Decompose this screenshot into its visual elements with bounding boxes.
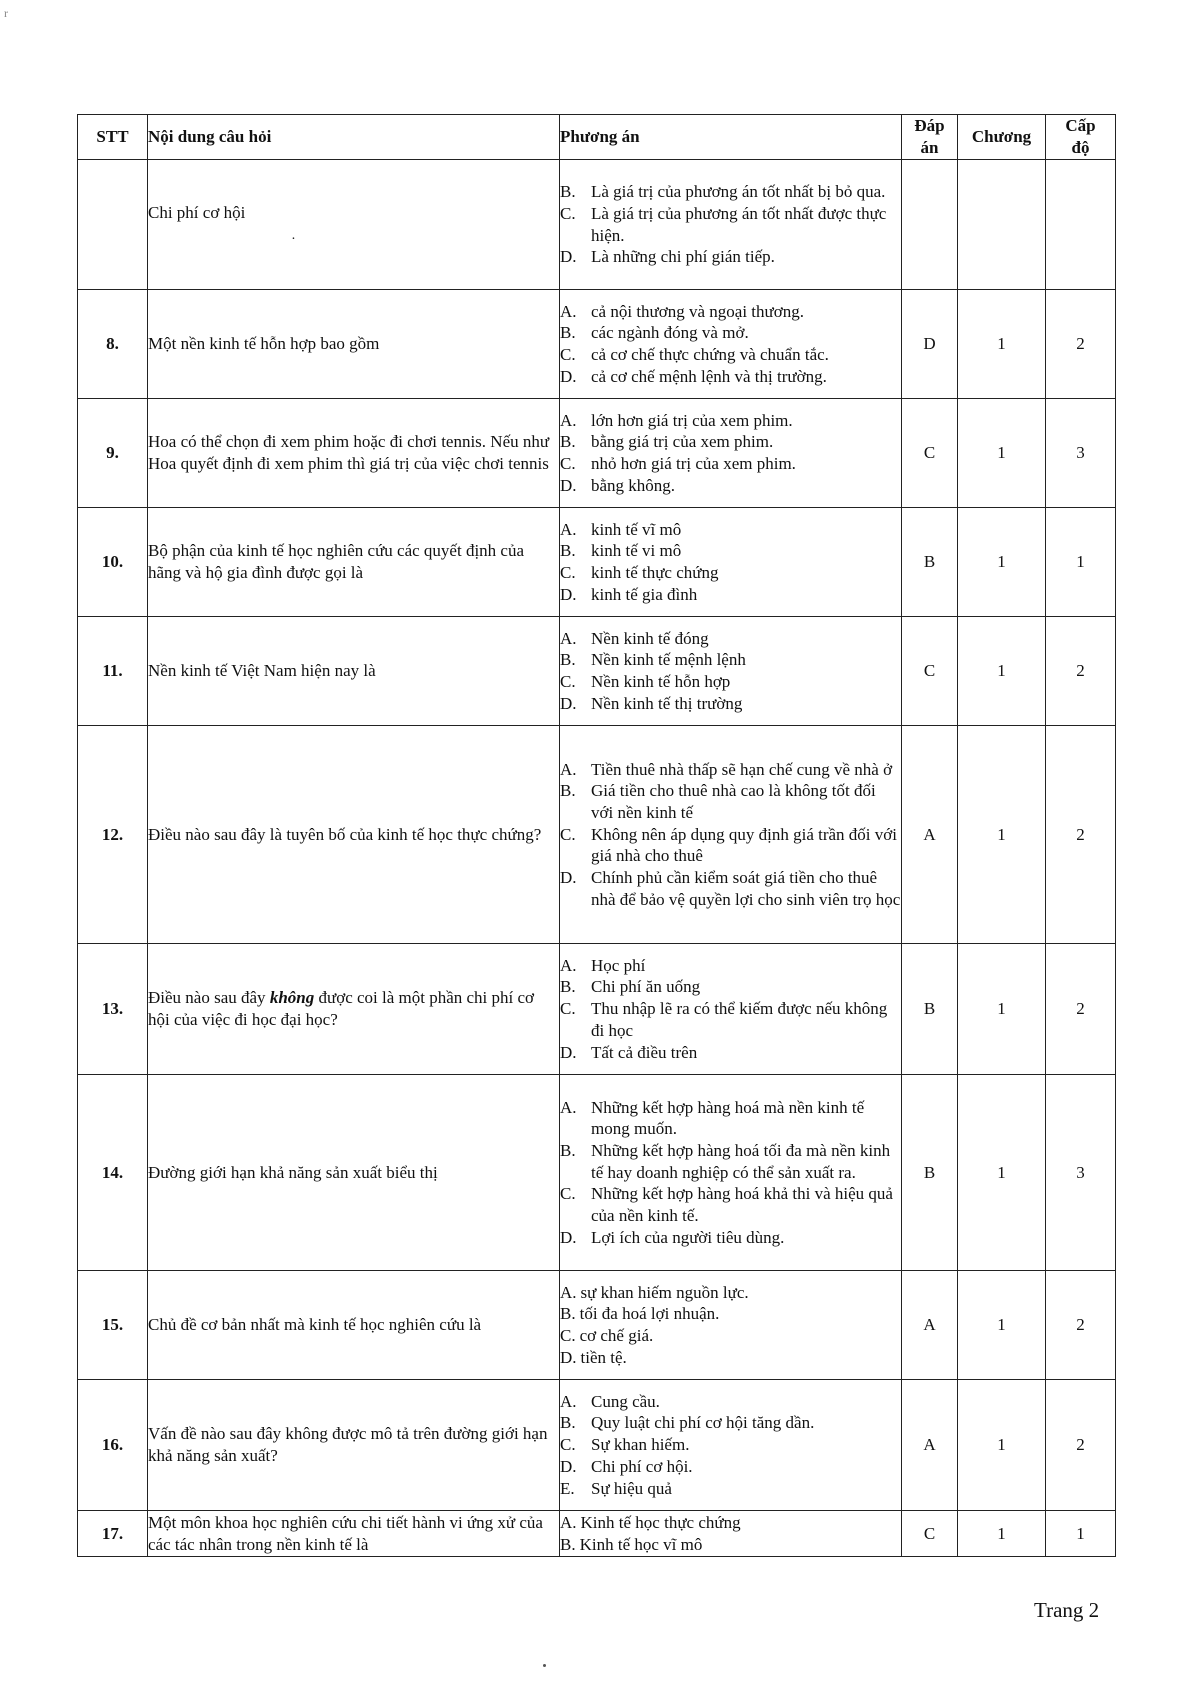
option (560, 1456, 901, 1478)
option (560, 1478, 901, 1500)
option-text: Chi phí cơ hội. (591, 1456, 693, 1476)
option-text: bằng giá trị của xem phim. (591, 432, 774, 452)
option-label: C. (560, 999, 576, 1019)
chapter-cell: 1 (958, 944, 1046, 1075)
question-text: Nền kinh tế Việt Nam hiện nay là (148, 617, 560, 726)
option-text: Nền kinh tế hỗn hợp (591, 672, 731, 691)
option (560, 955, 901, 977)
option (560, 344, 901, 366)
option (560, 453, 901, 475)
question-text: Một nền kinh tế hỗn hợp bao gồm (148, 290, 560, 399)
option (560, 410, 901, 432)
option-text: Là giá trị của phương án tốt nhất bị bỏ qua. (591, 182, 886, 202)
chapter-cell: 1 (958, 1380, 1046, 1511)
options-cell (560, 508, 902, 617)
option-label: A. (560, 759, 577, 779)
option-label: B. (560, 182, 576, 202)
answer-cell: C (902, 617, 958, 726)
answer-cell: B (902, 1075, 958, 1271)
option-label: C. (560, 672, 576, 691)
answer-cell: B (902, 944, 958, 1075)
option (560, 671, 901, 693)
option-text: Là giá trị của phương án tốt nhất được thực hiện. (591, 203, 887, 245)
answer-cell: D (902, 290, 958, 399)
header-level-line1: Cấp (1065, 116, 1096, 136)
header-answer-line2: án (920, 138, 939, 157)
answer-cell: A (902, 1271, 958, 1380)
option-label: C. (560, 563, 576, 582)
question-number: 16. (78, 1380, 148, 1511)
question-number: 8. (78, 290, 148, 399)
option (560, 1140, 901, 1183)
option-label: C. (560, 203, 576, 223)
option-label: C. (560, 1326, 576, 1345)
option (560, 584, 901, 606)
option (560, 693, 901, 715)
question-emphasis: không (269, 988, 315, 1008)
chapter-cell (958, 160, 1046, 290)
level-cell: 2 (1046, 290, 1116, 399)
option (560, 540, 901, 562)
question-text: Điều nào sau đây là tuyên bố của kinh tế học thực chứng? (148, 726, 560, 944)
options-cell (560, 617, 902, 726)
option-text: sự khan hiếm nguồn lực. (580, 1282, 749, 1302)
option (560, 1347, 901, 1369)
option (560, 1391, 901, 1413)
option-label: B. (560, 1413, 576, 1433)
scan-speck (543, 1664, 546, 1667)
chapter-cell: 1 (958, 726, 1046, 944)
option-text: lớn hơn giá trị của xem phim. (591, 410, 793, 430)
option-text: Sự khan hiếm. (591, 1435, 690, 1455)
option-text: Học phí (591, 955, 646, 975)
option-text: Thu nhập lẽ ra có thể kiếm được nếu không đi học (591, 999, 888, 1040)
option-text: các ngành đóng và mở. (591, 323, 749, 343)
option (560, 824, 901, 867)
option (560, 562, 901, 584)
options-cell (560, 1075, 902, 1271)
option-label: B. (560, 781, 576, 801)
option-text: Nền kinh tế thị trường (591, 693, 743, 713)
option (560, 1512, 901, 1534)
margin-mark: r (4, 6, 8, 20)
chapter-cell: 1 (958, 1075, 1046, 1271)
option (560, 1325, 901, 1347)
option (560, 1303, 901, 1325)
option-label: C. (560, 1184, 576, 1204)
level-cell: 1 (1046, 1511, 1116, 1557)
option-label: D. (560, 1456, 577, 1476)
option-text: kinh tế vĩ mô (591, 519, 682, 539)
option-label: B. (560, 1534, 576, 1554)
option-text: Những kết hợp hàng hoá tối đa mà nền kinh tế hay doanh nghiệp có thể sản xuất ra. (591, 1140, 891, 1182)
option-label: D. (560, 475, 577, 495)
level-cell: 2 (1046, 617, 1116, 726)
option-text: Giá tiền cho thuê nhà cao là không tốt đối với nền kinh tế (591, 781, 876, 822)
option-text: Những kết hợp hàng hoá mà nền kinh tế mong muốn. (591, 1097, 865, 1139)
option-label: D. (560, 1347, 577, 1367)
table-row (78, 1380, 1116, 1511)
option-text: Là những chi phí gián tiếp. (591, 247, 775, 267)
option (560, 1227, 901, 1249)
question-text-before: Điều nào sau đây (148, 988, 270, 1008)
option-label: D. (560, 1227, 577, 1247)
option-text: cả cơ chế thực chứng và chuẩn tắc. (591, 345, 829, 364)
option-text: cơ chế giá. (579, 1326, 654, 1345)
table-row (78, 1075, 1116, 1271)
option-label: A. (560, 1391, 577, 1411)
option-label: C. (560, 345, 576, 364)
option-label: D. (560, 247, 577, 267)
question-text (148, 944, 560, 1075)
option-text: Tất cả điều trên (591, 1042, 698, 1062)
option (560, 867, 901, 910)
option-text: Kinh tế học thực chứng (580, 1512, 741, 1532)
question-number: 11. (78, 617, 148, 726)
question-text-content: Chi phí cơ hội (148, 202, 246, 222)
option-label: E. (560, 1478, 575, 1498)
options-cell (560, 160, 902, 290)
option (560, 976, 901, 998)
option-text: Cung cầu. (591, 1391, 660, 1411)
option-label: D. (560, 868, 577, 888)
option-text: Quy luật chi phí cơ hội tăng dần. (591, 1413, 815, 1433)
option-text: Lợi ích của người tiêu dùng. (591, 1227, 785, 1247)
question-text-after: được coi là một phần chi phí cơ hội của việc đi học đại học? (148, 988, 535, 1029)
table-row (78, 508, 1116, 617)
answer-cell: B (902, 508, 958, 617)
option (560, 246, 901, 268)
table-row (78, 1271, 1116, 1380)
table-row (78, 290, 1116, 399)
question-text: Chủ đề cơ bản nhất mà kinh tế học nghiên cứu là (148, 1271, 560, 1380)
table-row (78, 1511, 1116, 1557)
header-answer (902, 115, 958, 160)
option (560, 431, 901, 453)
option-text: Những kết hợp hàng hoá khả thi và hiệu quả của nền kinh tế. (591, 1184, 893, 1226)
question-number: 14. (78, 1075, 148, 1271)
option-text: Sự hiệu quả (591, 1478, 672, 1498)
level-cell: 2 (1046, 1380, 1116, 1511)
option-label: C. (560, 824, 576, 844)
chapter-cell: 1 (958, 290, 1046, 399)
option (560, 1097, 901, 1140)
question-number: 12. (78, 726, 148, 944)
level-cell: 2 (1046, 944, 1116, 1075)
option-label: D. (560, 693, 577, 713)
chapter-cell: 1 (958, 1511, 1046, 1557)
header-options: Phương án (560, 115, 902, 160)
option (560, 1282, 901, 1304)
option (560, 1534, 901, 1556)
question-text: Vấn đề nào sau đây không được mô tả trên đường giới hạn khả năng sản xuất? (148, 1380, 560, 1511)
header-question: Nội dung câu hỏi (148, 115, 560, 160)
option (560, 628, 901, 650)
question-number (78, 160, 148, 290)
option (560, 1434, 901, 1456)
option-text: Nền kinh tế đóng (591, 628, 709, 648)
option-label: B. (560, 432, 576, 452)
options-cell (560, 726, 902, 944)
option (560, 998, 901, 1041)
question-number: 15. (78, 1271, 148, 1380)
level-cell: 2 (1046, 726, 1116, 944)
option-label: A. (560, 519, 577, 539)
options-cell (560, 1511, 902, 1557)
question-text: Một môn khoa học nghiên cứu chi tiết hành vi ứng xử của các tác nhân trong nền kinh tế là (148, 1511, 560, 1557)
option (560, 181, 901, 203)
question-text: Đường giới hạn khả năng sản xuất biểu thị (148, 1075, 560, 1271)
option (560, 366, 901, 388)
chapter-cell: 1 (958, 617, 1046, 726)
question-number: 13. (78, 944, 148, 1075)
option-label: B. (560, 1304, 576, 1324)
option-text: Không nên áp dụng quy định giá trần đối với giá nhà cho thuê (591, 824, 897, 866)
option-text: nhỏ hơn giá trị của xem phim. (591, 454, 796, 473)
table-row (78, 726, 1116, 944)
option (560, 780, 901, 823)
answer-cell: C (902, 399, 958, 508)
option-label: B. (560, 1140, 576, 1160)
chapter-cell: 1 (958, 1271, 1046, 1380)
option-label: A. (560, 1097, 577, 1117)
level-cell: 3 (1046, 1075, 1116, 1271)
option-text: kinh tế vi mô (591, 541, 682, 561)
option-label: B. (560, 541, 576, 561)
option-text: bằng không. (591, 475, 676, 495)
option-label: A. (560, 1512, 577, 1532)
option (560, 1042, 901, 1064)
option-label: D. (560, 1042, 577, 1062)
option (560, 519, 901, 541)
option (560, 1183, 901, 1226)
option-label: B. (560, 977, 576, 997)
option-label: C. (560, 1435, 576, 1455)
answer-cell: C (902, 1511, 958, 1557)
option-label: C. (560, 454, 576, 473)
header-chapter: Chương (958, 115, 1046, 160)
level-cell (1046, 160, 1116, 290)
question-text: Hoa có thể chọn đi xem phim hoặc đi chơi tennis. Nếu như Hoa quyết định đi xem phim thì giá trị của việc chơi tennis (148, 399, 560, 508)
table-row (78, 399, 1116, 508)
option-text: tiền tệ. (580, 1347, 627, 1367)
options-cell (560, 1271, 902, 1380)
options-cell (560, 290, 902, 399)
option-text: kinh tế thực chứng (591, 563, 719, 582)
option-label: A. (560, 628, 577, 648)
level-cell: 1 (1046, 508, 1116, 617)
table-row (78, 617, 1116, 726)
option (560, 759, 901, 781)
option-text: Tiền thuê nhà thấp sẽ hạn chế cung về nhà ở (591, 759, 893, 779)
option-text: Nền kinh tế mệnh lệnh (591, 650, 746, 670)
options-cell (560, 399, 902, 508)
option-text: cả cơ chế mệnh lệnh và thị trường. (591, 366, 827, 386)
option-text: Kinh tế học vĩ mô (579, 1534, 703, 1554)
header-level (1046, 115, 1116, 160)
option (560, 301, 901, 323)
option-text: Chi phí ăn uống (591, 977, 701, 997)
level-cell: 3 (1046, 399, 1116, 508)
option (560, 203, 901, 246)
option-label: A. (560, 1282, 577, 1302)
answer-cell (902, 160, 958, 290)
option (560, 649, 901, 671)
page-number: Trang 2 (1034, 1598, 1100, 1622)
stray-dot: · (291, 232, 296, 248)
level-cell: 2 (1046, 1271, 1116, 1380)
question-table (77, 114, 1116, 1557)
question-text (148, 160, 560, 290)
options-cell (560, 944, 902, 1075)
option-label: A. (560, 410, 577, 430)
question-number: 9. (78, 399, 148, 508)
option-label: B. (560, 650, 576, 670)
option-label: A. (560, 301, 577, 321)
answer-cell: A (902, 726, 958, 944)
header-answer-line1: Đáp (914, 116, 945, 136)
option (560, 475, 901, 497)
option (560, 1412, 901, 1434)
chapter-cell: 1 (958, 508, 1046, 617)
option-label: B. (560, 323, 576, 343)
chapter-cell: 1 (958, 399, 1046, 508)
question-text: Bộ phận của kinh tế học nghiên cứu các quyết định của hãng và hộ gia đình được gọi là (148, 508, 560, 617)
option-text: kinh tế gia đình (591, 584, 698, 604)
options-cell (560, 1380, 902, 1511)
option (560, 322, 901, 344)
option-text: tối đa hoá lợi nhuận. (579, 1304, 720, 1324)
header-stt: STT (78, 115, 148, 160)
answer-cell: A (902, 1380, 958, 1511)
option-label: D. (560, 366, 577, 386)
header-row (78, 115, 1116, 160)
header-level-line2: độ (1071, 138, 1090, 157)
question-number: 17. (78, 1511, 148, 1557)
option-text: Chính phủ cần kiểm soát giá tiền cho thuê nhà để bảo vệ quyền lợi cho sinh viên trọ học (591, 868, 901, 909)
table-row (78, 944, 1116, 1075)
option-text: cả nội thương và ngoại thương. (591, 301, 804, 321)
table-row (78, 160, 1116, 290)
option-label: D. (560, 584, 577, 604)
question-number: 10. (78, 508, 148, 617)
option-label: A. (560, 955, 577, 975)
